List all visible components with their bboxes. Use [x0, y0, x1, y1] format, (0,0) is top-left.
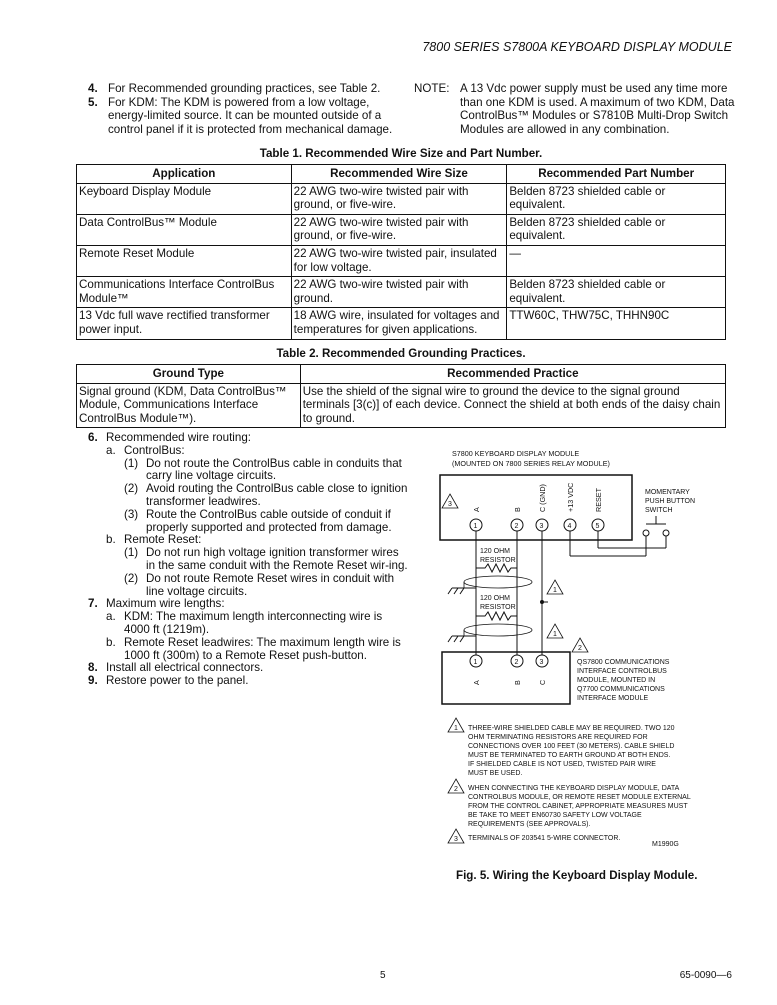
switch-label: PUSH BUTTON	[645, 498, 696, 505]
marker-1-icon	[547, 580, 563, 594]
table1	[76, 164, 726, 340]
resistor-label: RESISTOR	[480, 604, 516, 611]
table-cell: Remote Reset Module	[77, 245, 292, 276]
note-2	[468, 785, 691, 828]
note-1	[468, 725, 675, 777]
svg-text:THREE-WIRE SHIELDED CABLE MAY: THREE-WIRE SHIELDED CABLE MAY BE REQUIRED. TWO 120	[468, 725, 675, 732]
qs7800-label: INTERFACE CONTROLBUS	[577, 668, 667, 675]
svg-text:WHEN CONNECTING THE KEYBOARD D: WHEN CONNECTING THE KEYBOARD DISPLAY MODULE, DATA	[468, 785, 680, 792]
table1-header: Recommended Wire Size	[291, 165, 507, 184]
note-3-marker-icon	[448, 829, 464, 843]
table-cell: Signal ground (KDM, Data ControlBus™ Module, Communications Interface ControlBus Module™).	[77, 383, 301, 428]
svg-text:3: 3	[448, 501, 452, 508]
list-item: b. Remote Reset:	[106, 533, 202, 547]
svg-text:2: 2	[454, 786, 458, 793]
qs7800-label: INTERFACE MODULE	[577, 695, 649, 702]
svg-text:OHM TERMINATING RESISTORS ARE: OHM TERMINATING RESISTORS ARE REQUIRED FOR	[468, 734, 648, 741]
page-number: 5	[380, 970, 386, 981]
table-row	[77, 383, 726, 428]
svg-text:MUST BE USED.: MUST BE USED.	[468, 770, 523, 777]
wiring-diagram	[430, 440, 730, 860]
resistor-2-icon	[476, 612, 517, 620]
table-cell: Belden 8723 shielded cable or equivalent.	[507, 183, 726, 214]
shield-2-icon	[464, 624, 532, 636]
table-cell: Keyboard Display Module	[77, 183, 292, 214]
marker-2-icon	[572, 638, 588, 652]
intro-item-5: 5. For KDM: The KDM is powered from a low voltage, energy-limited source. It can be mounted outside of a control panel if it is protected from mechanical damage.	[88, 95, 393, 136]
svg-text:5: 5	[595, 523, 600, 530]
table1-caption: Table 1. Recommended Wire Size and Part Number.	[259, 147, 543, 160]
routing-list	[88, 432, 408, 688]
figure-caption: Fig. 5. Wiring the Keyboard Display Module.	[456, 869, 698, 882]
svg-text:CONNECTIONS OVER 100 FEET (30: CONNECTIONS OVER 100 FEET (30 METERS). CABLE SHIELD	[468, 743, 675, 750]
list-item: (2) Avoid routing the ControlBus cable close to ignition transformer leadwires.	[124, 482, 408, 508]
kdm-subtitle: (MOUNTED ON 7800 SERIES RELAY MODULE)	[452, 459, 610, 468]
list-item: (3) Route the ControlBus cable outside of conduit if properly supported and protected from damage.	[124, 507, 392, 534]
list-item: (2) Do not route Remote Reset wires in conduit with line voltage circuits.	[124, 571, 395, 598]
figure-code: M1990G	[652, 841, 679, 848]
list-item: a. ControlBus:	[106, 443, 185, 457]
document-number: 65-0090—6	[679, 970, 732, 981]
qs7800-label: QS7800 COMMUNICATIONS	[577, 659, 670, 666]
terminal-b-label: B	[513, 680, 522, 685]
table-cell: Data ControlBus™ Module	[77, 214, 292, 245]
svg-text:IF SHIELDED CABLE IS NOT USED,: IF SHIELDED CABLE IS NOT USED, TWISTED PAIR WIRE	[468, 761, 656, 768]
table2-header: Ground Type	[77, 365, 301, 384]
note-2-marker-icon	[448, 779, 464, 793]
kdm-title: S7800 KEYBOARD DISPLAY MODULE	[452, 449, 580, 458]
resistor-1-icon	[476, 564, 517, 572]
intro-left-column	[88, 82, 406, 136]
table-row	[77, 214, 726, 245]
svg-text:2: 2	[514, 523, 519, 530]
table2-header: Recommended Practice	[300, 365, 725, 384]
table-cell: 22 AWG two-wire twisted pair with ground.	[291, 277, 507, 308]
table-cell: Belden 8723 shielded cable or equivalent.	[507, 277, 726, 308]
terminal-b-label: B	[513, 507, 522, 512]
qs7800-module-box	[442, 652, 570, 704]
terminal-a-label: A	[472, 680, 481, 685]
ground-1-icon	[448, 588, 476, 594]
terminal-c-label: C (GND)	[538, 484, 547, 512]
svg-text:3: 3	[539, 523, 544, 530]
table2-header-row	[77, 365, 726, 384]
svg-text:BE TAKE TO MEET EN60730 SAFETY: BE TAKE TO MEET EN60730 SAFETY LOW VOLTAGE	[468, 812, 642, 819]
note-1-marker-icon	[448, 718, 464, 732]
terminal-a-label: A	[472, 507, 481, 512]
table-cell: TTW60C, THW75C, THHN90C	[507, 308, 726, 339]
table-cell: Belden 8723 shielded cable or equivalent.	[507, 214, 726, 245]
resistor-label: 120 OHM	[480, 595, 510, 602]
intro-item-4: 4. For Recommended grounding practices, see Table 2.	[88, 82, 381, 95]
table-row	[77, 308, 726, 339]
resistor-label: 120 OHM	[480, 548, 510, 555]
list-item: 7. Maximum wire lengths:	[88, 597, 225, 611]
table2	[76, 364, 726, 428]
resistor-label: RESISTOR	[480, 557, 516, 564]
svg-text:1: 1	[473, 659, 478, 666]
table-cell: 22 AWG two-wire twisted pair, insulated for low voltage.	[291, 245, 507, 276]
svg-text:CONTROLBUS MODULE, OR REMOTE R: CONTROLBUS MODULE, OR REMOTE RESET MODULE EXTERNAL	[468, 794, 691, 801]
table-row	[77, 277, 726, 308]
list-item: 8. Install all electrical connectors.	[88, 661, 264, 675]
terminal-reset-label: RESET	[594, 488, 603, 512]
svg-text:3: 3	[454, 836, 458, 843]
marker-1-icon	[547, 624, 563, 638]
terminal-c-label: C	[538, 679, 547, 685]
svg-text:REQUIREMENTS (SEE APPROVALS).: REQUIREMENTS (SEE APPROVALS).	[468, 821, 591, 828]
qs7800-label: MODULE, MOUNTED IN	[577, 677, 656, 684]
table-row	[77, 245, 726, 276]
kdm-module-box	[440, 475, 632, 540]
terminal-vdc-label: +13 VDC	[566, 482, 575, 512]
svg-text:2: 2	[578, 645, 582, 652]
list-item: 6. Recommended wire routing:	[88, 431, 251, 444]
svg-text:MUST BE TERMINATED TO EARTH GR: MUST BE TERMINATED TO EARTH GROUND AT BOTH ENDS.	[468, 752, 671, 759]
table1-header: Recommended Part Number	[507, 165, 726, 184]
marker-3-icon	[442, 494, 458, 508]
table-row	[77, 183, 726, 214]
switch-label: MOMENTARY	[645, 489, 690, 496]
table1-header: Application	[77, 165, 292, 184]
ground-2-icon	[448, 636, 476, 642]
table-cell: 22 AWG two-wire twisted pair with ground, or five-wire.	[291, 214, 507, 245]
svg-text:FROM THE CONTROL CABINET, APPR: FROM THE CONTROL CABINET, APPROPRIATE MEASURES MUST	[468, 803, 688, 810]
table-cell: —	[507, 245, 726, 276]
svg-text:3: 3	[539, 659, 544, 666]
svg-text:1: 1	[454, 725, 458, 732]
svg-text:4: 4	[567, 523, 572, 530]
svg-text:1: 1	[473, 523, 478, 530]
shield-1-icon	[464, 576, 532, 588]
list-item: (1) Do not run high voltage ignition transformer wires in the same conduit with the Remote Reset wir-ing.	[124, 546, 408, 572]
table2-caption: Table 2. Recommended Grounding Practices.	[276, 347, 526, 360]
qs7800-label: Q7700 COMMUNICATIONS	[577, 686, 665, 693]
svg-text:2: 2	[514, 659, 519, 666]
intro-note: NOTE: A 13 Vdc power supply must be used any time more than one KDM is used. A maximum of two KDM, Data ControlBus™ Modules or S7810B Multi-Drop Switch Modules are allowed in any combination.	[414, 82, 735, 136]
table-cell: 22 AWG two-wire twisted pair with ground, or five-wire.	[291, 183, 507, 214]
list-item: b. Remote Reset leadwires: The maximum length wire is 1000 ft (300m) to a Remote Reset push-button.	[106, 635, 401, 662]
table-cell: Use the shield of the signal wire to ground the device to the signal ground terminals [3(c)] of each device. Connect the shield at both ends of the daisy chain to ground.	[300, 383, 725, 428]
list-item: (1) Do not route the ControlBus cable in conduits that carry line voltage circuits.	[124, 456, 402, 483]
junction-dot	[540, 600, 544, 604]
switch-label: SWITCH	[645, 507, 673, 514]
table1-header-row	[77, 165, 726, 184]
svg-text:1: 1	[553, 587, 557, 594]
page-header: 7800 SERIES S7800A KEYBOARD DISPLAY MODULE	[422, 40, 732, 54]
note-3: TERMINALS OF 203541 5-WIRE CONNECTOR.	[468, 835, 621, 842]
table-cell: 13 Vdc full wave rectified transformer power input.	[77, 308, 292, 339]
svg-text:1: 1	[553, 631, 557, 638]
list-item: a. KDM: The maximum length interconnecting wire is 4000 ft (1219m).	[106, 610, 383, 636]
list-item: 9. Restore power to the panel.	[88, 674, 249, 688]
table-cell: Communications Interface ControlBus Module™	[77, 277, 292, 308]
push-button-switch-icon	[643, 516, 669, 536]
table-cell: 18 AWG wire, insulated for voltages and temperatures for given applications.	[291, 308, 507, 339]
